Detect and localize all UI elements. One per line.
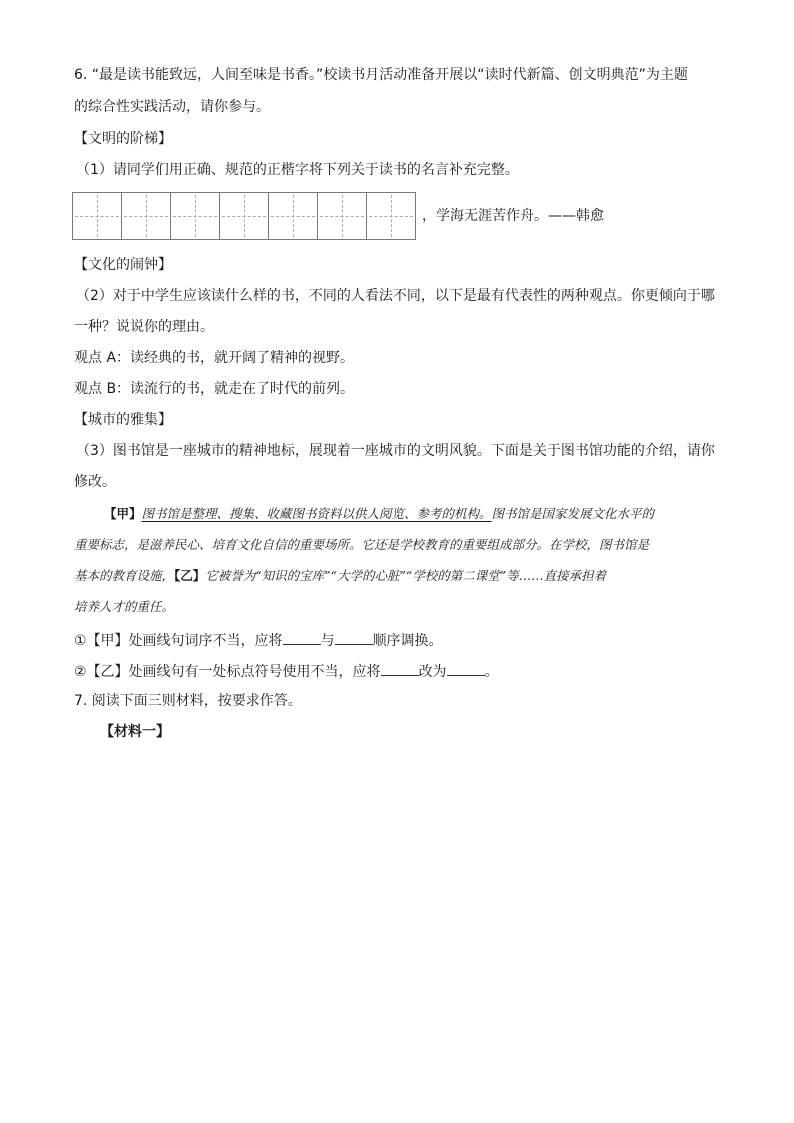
passage-line2: 重要标志，是滋养民心、培育文化自信的重要场所。它还是学校教育的重要组成部分。在学校，图书馆是 — [74, 537, 650, 552]
part2-line1: （2）对于中学生应该读什么样的书，不同的人看法不同，以下是最有代表性的两种观点。你更倾向于哪 — [76, 288, 715, 304]
sub2-text-c: 。 — [484, 664, 499, 680]
section-title-civilization-ladder: 【文明的阶梯】 — [74, 131, 172, 147]
grid-cell[interactable] — [73, 192, 122, 240]
passage-line3 — [74, 567, 724, 585]
sub2-text-a: ②【乙】处画线句有一处标点符号使用不当，应将 — [74, 664, 381, 680]
grid-cell[interactable] — [318, 192, 367, 240]
passage-line3-rest: 它被誉为“知识的宝库”“大学的心脏”“学校的第二课堂”等……直接承担着 — [205, 568, 607, 583]
part3-line1: （3）图书馆是一座城市的精神地标，展现着一座城市的文明风貌。下面是关于图书馆功能的介绍，请你 — [76, 443, 715, 459]
sub-question-1 — [74, 630, 443, 650]
q6-intro-line1: 6. “最是读书能致远，人间至味是书香。”校读书月活动准备开展以“读时代新篇、创文明典范”为主题 — [74, 67, 688, 83]
grid-cell[interactable] — [122, 192, 171, 240]
section-title-culture-clock: 【文化的闹钟】 — [74, 257, 172, 273]
passage-line1 — [104, 505, 754, 523]
grid-cell[interactable] — [220, 192, 269, 240]
part3-line2: 修改。 — [74, 474, 116, 490]
q6-intro-line2: 的综合性实践活动，请你参与。 — [74, 99, 270, 115]
part1-prompt: （1）请同学们用正确、规范的正楷字将下列关于读书的名言补充完整。 — [76, 162, 519, 178]
quote-tail: ，学海无涯苦作舟。——韩愈 — [422, 208, 604, 224]
passage-line4: 培养人才的重任。 — [74, 599, 175, 614]
q7-prompt: 7. 阅读下面三则材料，按要求作答。 — [74, 693, 302, 709]
writing-grid[interactable] — [72, 192, 416, 240]
answer-blank[interactable] — [381, 661, 419, 676]
sub-question-2 — [74, 661, 499, 681]
answer-blank[interactable] — [447, 661, 485, 676]
sub1-text-a: ①【甲】处画线句词序不当，应将 — [74, 633, 283, 649]
material1-label: 【材料一】 — [100, 724, 170, 740]
answer-blank[interactable] — [283, 630, 321, 645]
yi-label: 【乙】 — [174, 568, 206, 583]
sub1-text-b: 与 — [320, 633, 335, 649]
sub2-text-b: 改为 — [418, 664, 447, 680]
passage-line3-start: 基本的教育设施， — [74, 568, 175, 583]
sub1-text-c: 顺序调换。 — [372, 633, 443, 649]
jia-label: 【甲】 — [104, 506, 142, 521]
view-b: 观点 B：读流行的书，就走在了时代的前列。 — [74, 381, 355, 397]
answer-blank[interactable] — [335, 630, 373, 645]
passage-line1-rest: 图书馆是国家发展文化水平的 — [491, 506, 655, 521]
grid-cell[interactable] — [269, 192, 318, 240]
view-a: 观点 A：读经典的书，就开阔了精神的视野。 — [74, 350, 355, 366]
section-title-city-gathering: 【城市的雅集】 — [74, 412, 172, 428]
grid-cell[interactable] — [171, 192, 220, 240]
part2-line2: 一种？说说你的理由。 — [74, 319, 214, 335]
jia-underlined-sentence: 图书馆是整理、搜集、收藏图书资料以供人阅览、参考的机构。 — [141, 506, 492, 521]
grid-cell[interactable] — [367, 192, 416, 240]
